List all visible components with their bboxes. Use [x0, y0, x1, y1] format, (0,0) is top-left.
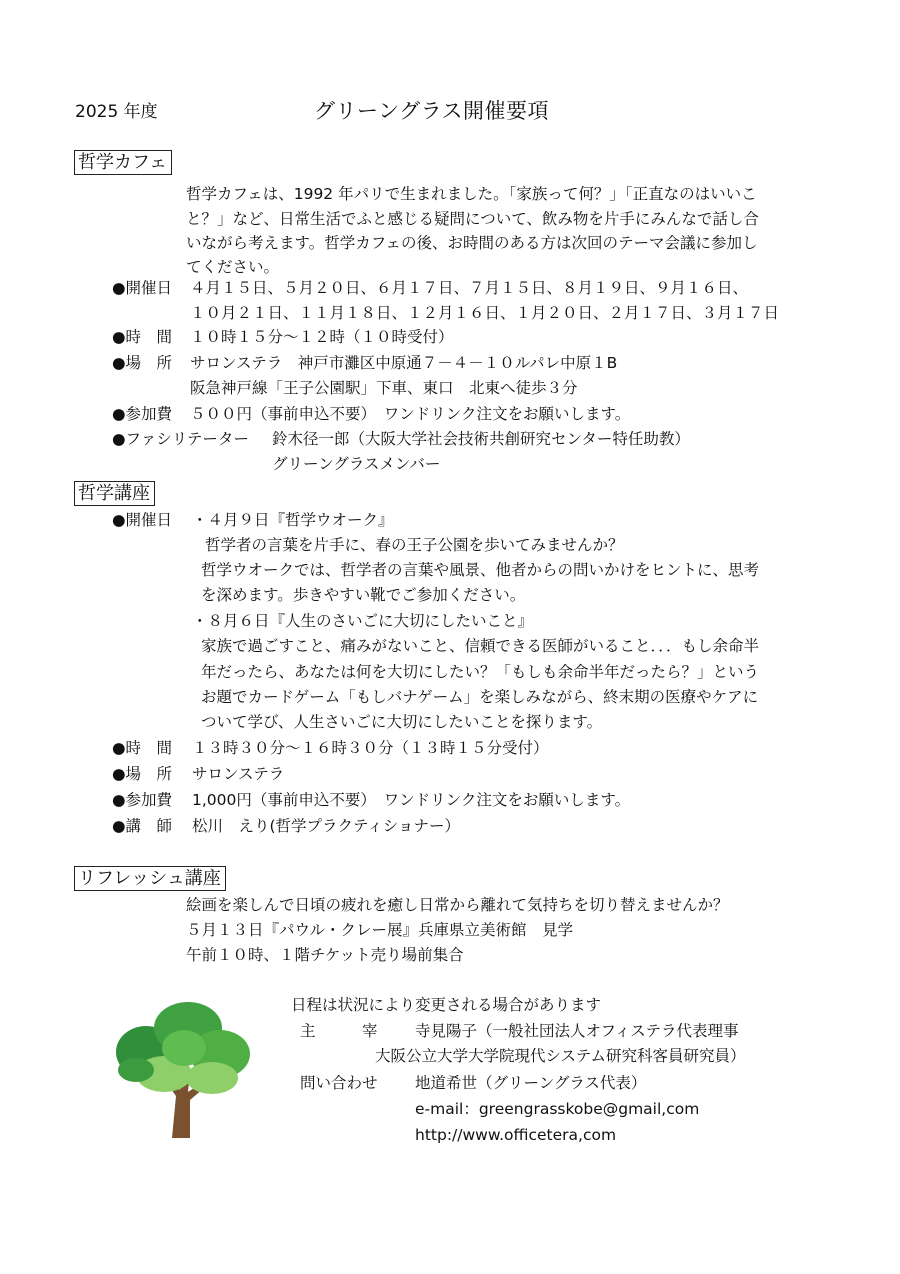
lecture-place: サロンステラ [192, 765, 285, 783]
cafe-facilitator-label: ●ファシリテーター [112, 430, 249, 448]
lecture-session1-line-2: 哲学ウオークでは、哲学者の言葉や風景、他者からの問いかけをヒントに、思考 [201, 561, 760, 579]
section-heading-cafe: 哲学カフェ [74, 150, 172, 175]
cafe-intro-line-1: 哲学カフェは、1992 年パリで生まれました。「家族って何？」「正直なのはいいこ [186, 185, 757, 203]
tree-illustration [108, 1000, 258, 1140]
lecture-session2-title: ・８月６日『人生のさいごに大切にしたいこと』 [192, 612, 534, 630]
lecture-time-label: ●時 間 [112, 739, 173, 757]
refresh-line-1: 絵画を楽しんで日頃の疲れを癒し日常から離れて気持ちを切り替えませんか？ [186, 896, 729, 914]
cafe-dates-line-1: ４月１５日、５月２０日、６月１７日、７月１５日、８月１９日、９月１６日、 [190, 279, 749, 297]
contact: 地道希世（グリーングラス代表） [415, 1074, 647, 1092]
tree-foliage-low-left [118, 1058, 154, 1082]
cafe-fee: ５００円（事前申込不要） ワンドリンク注文をお願いします。 [190, 405, 631, 423]
lecture-lecturer-label: ●講 師 [112, 817, 173, 835]
lecture-place-label: ●場 所 [112, 765, 173, 783]
cafe-dates-line-2: １０月２１日、１１月１８日、１２月１６日、１月２０日、２月１７日、３月１７日 [190, 304, 780, 322]
cafe-time-label: ●時 間 [112, 328, 173, 346]
lecture-session1-title: ・４月９日『哲学ウオーク』 [192, 511, 394, 529]
cafe-intro-line-3: いながら考えます。哲学カフェの後、お時間のある方は次回のテーマ会議に参加し [186, 234, 758, 252]
cafe-intro-line-4: てください。 [186, 258, 280, 276]
cafe-facilitator-2: グリーングラスメンバー [272, 455, 441, 473]
section-heading-refresh: リフレッシュ講座 [74, 866, 226, 891]
tree-foliage-center [162, 1030, 206, 1066]
fiscal-year: 2025 年度 [75, 102, 158, 122]
contact-url: http://www.officetera,com [415, 1126, 617, 1144]
cafe-intro-line-2: と？」など、日常生活でふと感じる疑問について、飲み物を片手にみんなで話し合 [186, 210, 759, 228]
host-label: 主 宰 [300, 1022, 378, 1040]
cafe-dates-label: ●開催日 [112, 279, 173, 297]
lecture-session2-line-2: 年だったら、あなたは何を大切にしたい？「もしも余命半年だったら？」という [201, 663, 760, 681]
lecture-fee-label: ●参加費 [112, 791, 173, 809]
cafe-time: １０時１５分～１２時（１０時受付） [190, 328, 454, 346]
section-heading-lecture: 哲学講座 [74, 481, 155, 506]
lecture-time: １３時３０分～１６時３０分（１３時１５分受付） [192, 739, 549, 757]
cafe-place-label: ●場 所 [112, 354, 173, 372]
lecture-fee: 1,000円（事前申込不要） ワンドリンク注文をお願いします。 [192, 791, 631, 809]
host-affiliation: 大阪公立大学大学院現代システム研究科客員研究員） [375, 1047, 746, 1065]
lecture-session2-line-1: 家族で過ごすこと、痛みがないこと、信頼できる医師がいること．．．もし余命半 [201, 637, 760, 655]
schedule-notice: 日程は状況により変更される場合があります [291, 996, 602, 1014]
lecture-dates-label: ●開催日 [112, 511, 173, 529]
refresh-line-3: 午前１０時、１階チケット売り場前集合 [186, 946, 464, 964]
lecture-session1-line-1: 哲学者の言葉を片手に、春の王子公園を歩いてみませんか？ [205, 536, 624, 554]
lecture-lecturer: 松川 えり(哲学プラクティショナー） [192, 817, 460, 835]
cafe-facilitator: 鈴木径一郎（大阪大学社会技術共創研究センター特任助教） [272, 430, 690, 448]
contact-label: 問い合わせ [300, 1074, 378, 1092]
refresh-line-2: ５月１３日『パウル・クレー展』兵庫県立美術館 見学 [186, 921, 574, 939]
lecture-session2-line-4: ついて学び、人生さいごに大切にしたいことを探ります。 [201, 713, 603, 731]
cafe-access: 阪急神戸線「王子公園駅」下車、東口 北東へ徒歩３分 [190, 379, 578, 397]
tree-foliage-bottom-right [186, 1062, 238, 1094]
lecture-session1-line-3: を深めます。歩きやすい靴でご参加ください。 [201, 586, 526, 604]
lecture-session2-line-3: お題でカードゲーム「もしバナゲーム」を楽しみながら、終末期の医療やケアに [201, 688, 759, 706]
contact-email: e-mail：greengrasskobe@gmail,com [415, 1100, 700, 1118]
page-title: グリーングラス開催要項 [314, 99, 550, 123]
cafe-fee-label: ●参加費 [112, 405, 173, 423]
host: 寺見陽子（一般社団法人オフィステラ代表理事 [415, 1022, 739, 1040]
cafe-place: サロンステラ 神戸市灘区中原通７－４－１０ルパレ中原１B [190, 354, 618, 372]
